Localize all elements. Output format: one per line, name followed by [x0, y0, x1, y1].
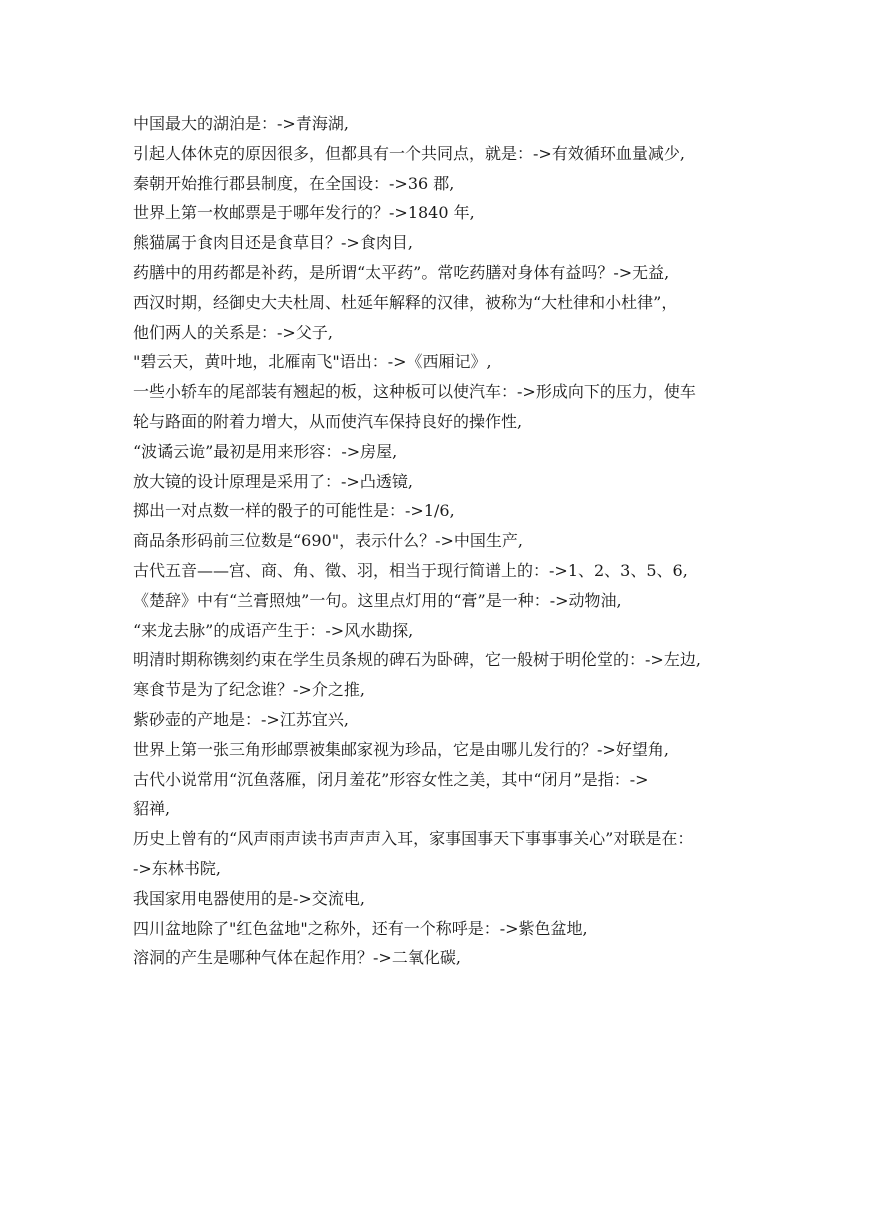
text-line: 药膳中的用药都是补药，是所谓“太平药”。常吃药膳对身体有益吗？->无益, — [133, 262, 670, 282]
text-line: 熊猫属于食肉目还是食草目？->食肉目, — [133, 233, 413, 253]
text-line: 一些小轿车的尾部装有翘起的板，这种板可以使汽车：->形成向下的压力，使车 — [133, 382, 696, 402]
text-line: 明清时期称镌刻约束在学生员条规的碑石为卧碑，它一般树于明伦堂的：->左边, — [133, 650, 701, 670]
text-line: 中国最大的湖泊是：->青海湖, — [133, 114, 349, 133]
text-line: “波谲云诡”最初是用来形容：->房屋, — [133, 441, 398, 461]
text-line: 历史上曾有的“风声雨声读书声声声入耳，家事国事天下事事事关心”对联是在： — [133, 829, 694, 849]
text-line: 轮与路面的附着力增大，从而使汽车保持良好的操作性, — [133, 411, 523, 431]
text-line: 寒食节是为了纪念谁？->介之推, — [133, 680, 365, 700]
text-line: 《楚辞》中有“兰膏照烛”一句。这里点灯用的“膏”是一种：->动物油, — [133, 590, 622, 610]
text-line: 世界上第一枚邮票是于哪年发行的？->1840 年, — [133, 203, 475, 223]
document-body — [133, 109, 743, 973]
text-line: 世界上第一张三角形邮票被集邮家视为珍品，它是由哪儿发行的？->好望角, — [133, 739, 669, 759]
text-line: “来龙去脉”的成语产生于：->风水勘探, — [133, 620, 414, 640]
text-line: 放大镜的设计原理是采用了：->凸透镜, — [133, 471, 413, 491]
text-line: 四川盆地除了"红色盆地"之称外，还有一个称呼是：->紫色盆地, — [133, 918, 588, 938]
text-line: 西汉时期，经御史大夫杜周、杜延年解释的汉律，被称为“大杜律和小杜律”， — [133, 292, 678, 312]
text-line: 我国家用电器使用的是->交流电, — [133, 888, 365, 908]
text-line: 溶洞的产生是哪种气体在起作用？->二氧化碳, — [133, 948, 461, 968]
text-line: "碧云天，黄叶地，北雁南飞"语出：->《西厢记》, — [133, 352, 492, 372]
text-line: 他们两人的关系是：->父子, — [133, 322, 333, 342]
text-line: 掷出一对点数一样的骰子的可能性是：->1/6, — [133, 501, 455, 521]
text-line: ->东林书院, — [133, 858, 221, 878]
text-line: 貂禅, — [133, 799, 171, 819]
text-line: 紫砂壶的产地是：->江苏宜兴, — [133, 709, 349, 729]
text-line: 古代小说常用“沉鱼落雁，闭月羞花”形容女性之美，其中“闭月”是指：-> — [133, 769, 649, 789]
text-line: 秦朝开始推行郡县制度，在全国设：->36 郡, — [133, 173, 455, 193]
text-line: 商品条形码前三位数是“690"，表示什么？->中国生产, — [133, 531, 523, 551]
text-line: 古代五音——宫、商、角、徵、羽，相当于现行简谱上的：->1、2、3、5、6, — [133, 560, 688, 580]
text-line: 引起人体休克的原因很多，但都具有一个共同点，就是：->有效循环血量减少, — [133, 143, 685, 163]
